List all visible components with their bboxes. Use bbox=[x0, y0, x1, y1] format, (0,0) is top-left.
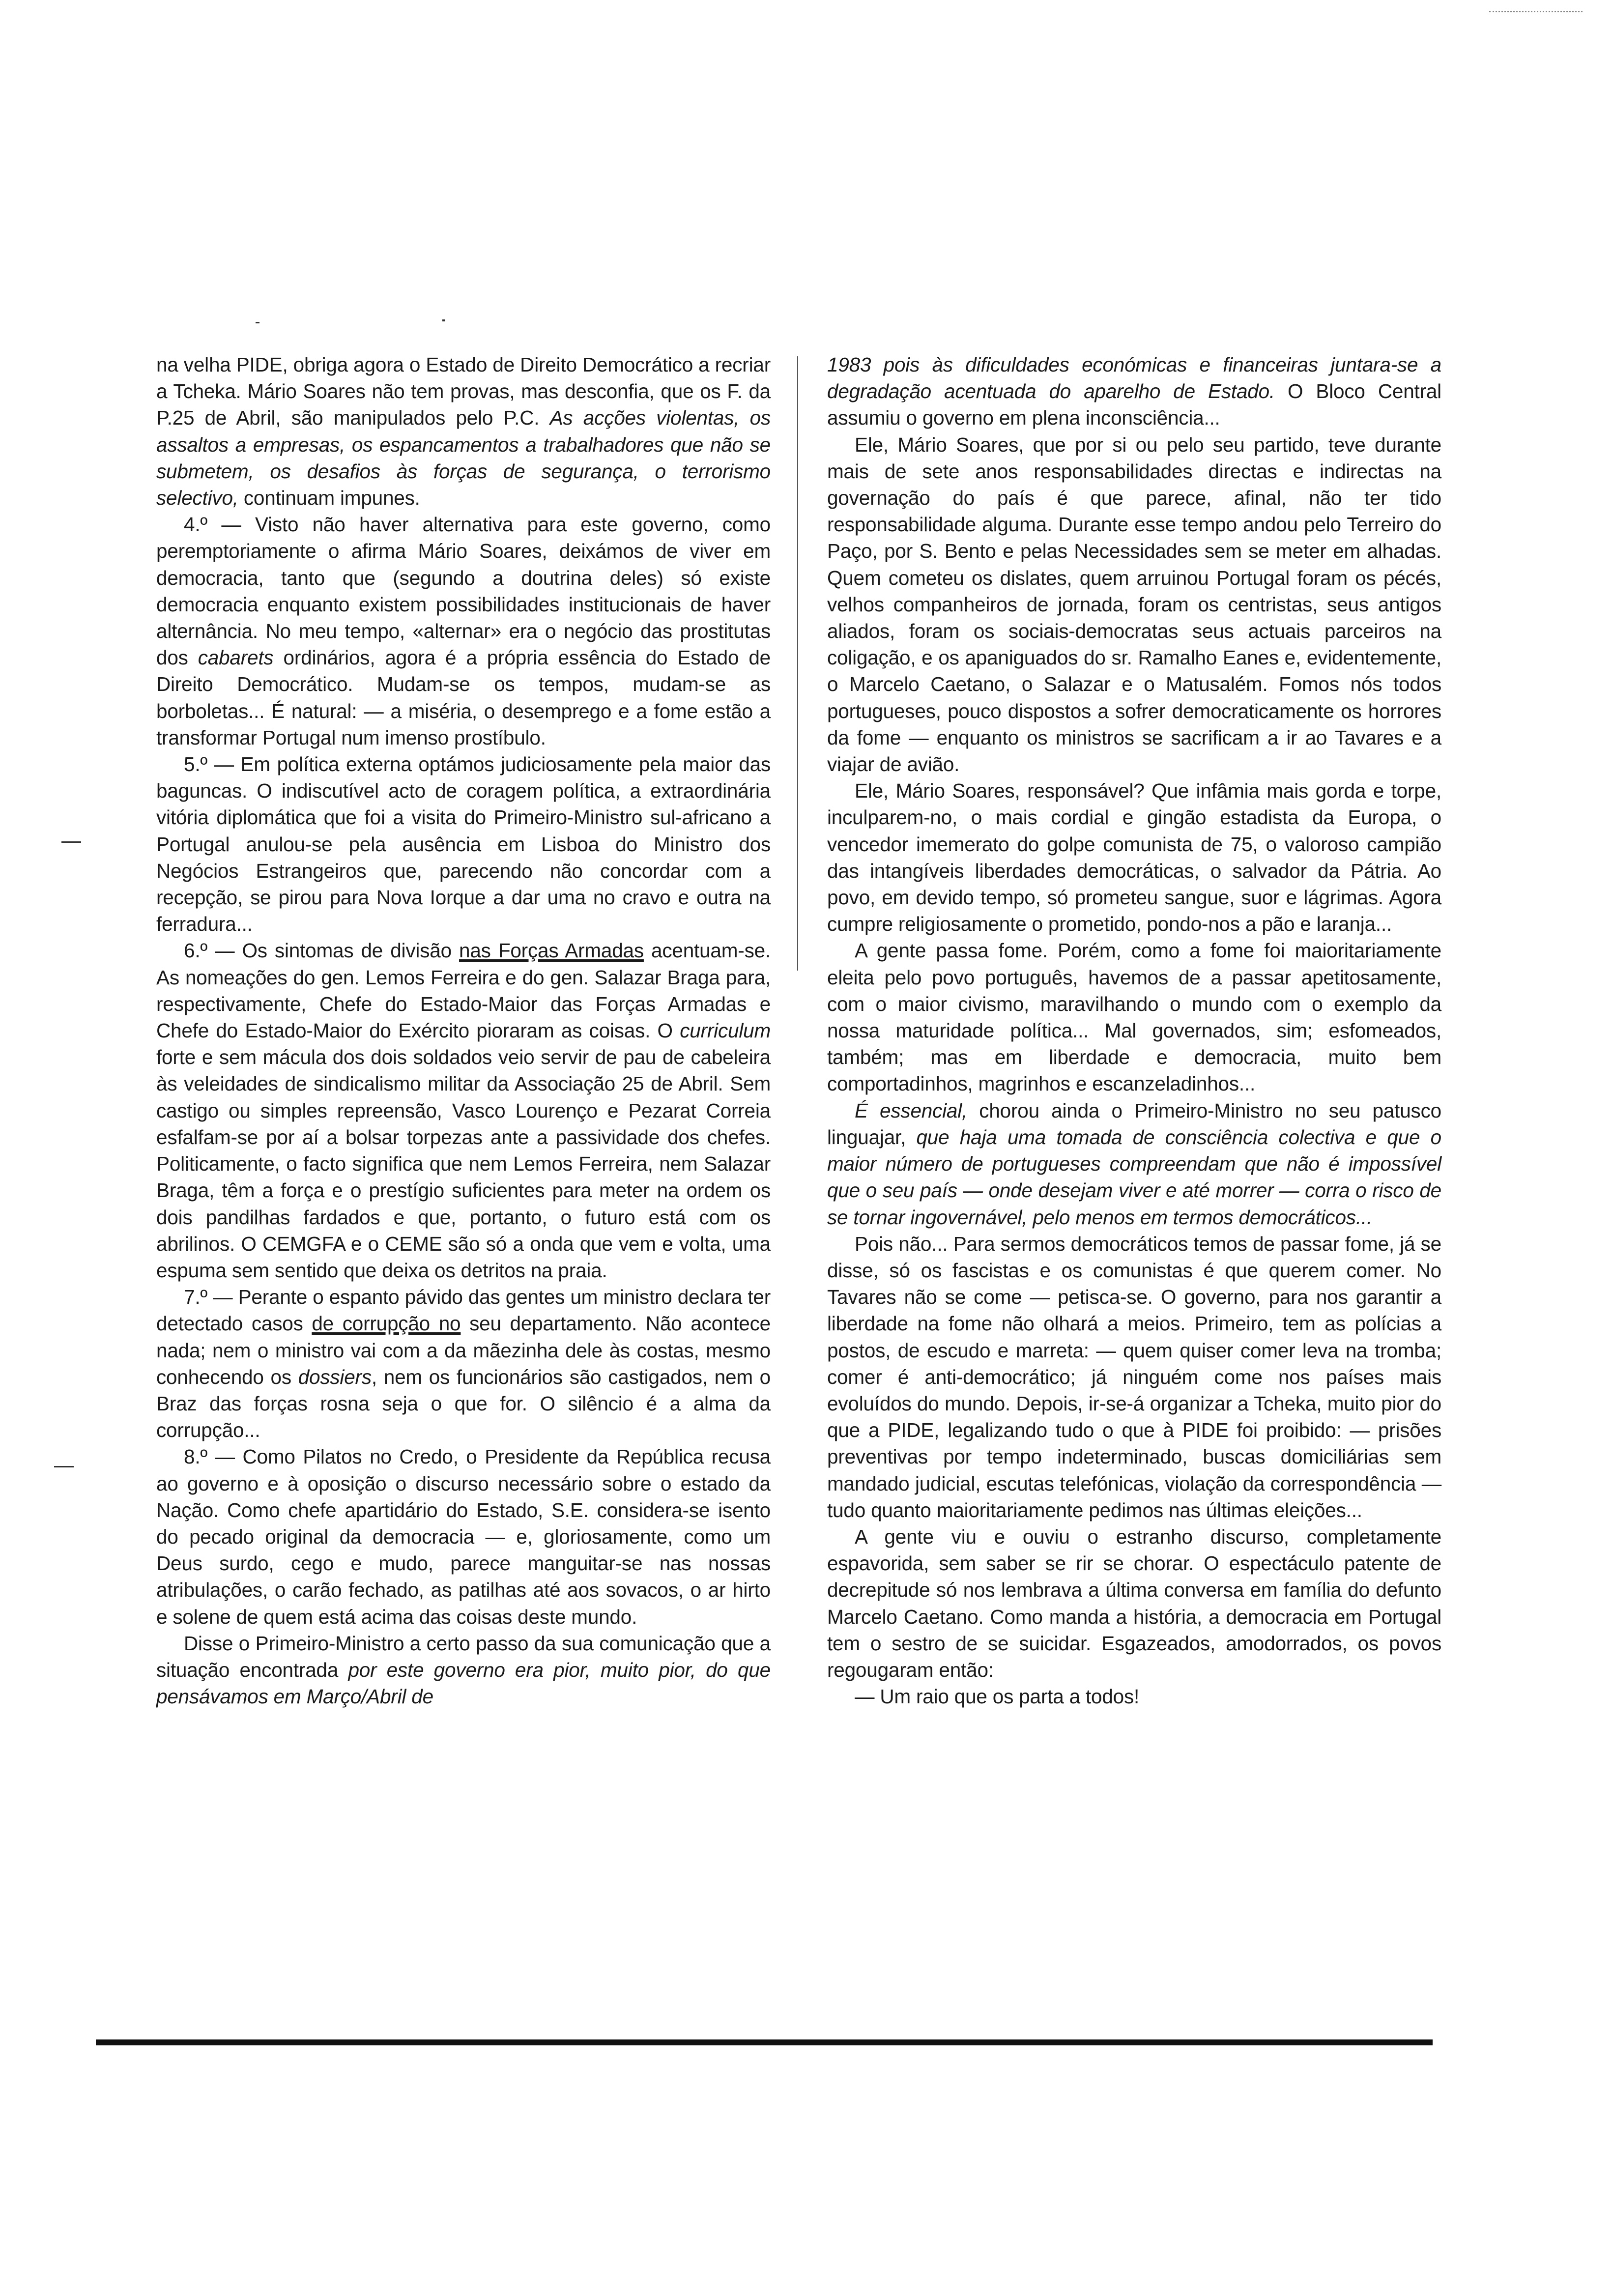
bottom-rule bbox=[96, 2039, 1433, 2045]
scan-speck bbox=[54, 1466, 74, 1467]
underlined-phrase: de corrupção no bbox=[312, 1312, 461, 1335]
paragraph: 5.º — Em política externa optámos judiciosamente pela maior das baguncas. O indiscutível acto de coragem política, a extraordinária vitória diplomática que foi a visita do Primeiro-Ministro sul-africano a Portugal anulou-se pela ausência em Lisboa do Ministro dos Negócios Estrangeiros que, parecendo não concordar com a recepção, se pirou para Nova Iorque a dar uma no cravo e outra na ferradura... bbox=[156, 753, 771, 936]
paragraph: na velha PIDE, obriga agora o Estado de Direito Democrático a recriar a Tcheka. Mário Soares não tem provas, mas desconfia, que os F. da P.25 de Abril, são manipulados pelo P.C. As acções violentas, os assaltos a empresas, os espancamentos a trabalhadores que não se submetem, os desafios às forças de segurança, o terrorismo selectivo, continuam impunes. bbox=[156, 353, 771, 510]
paragraph: — Um raio que os parta a todos! bbox=[855, 1685, 1140, 1708]
paragraph: 6.º — Os sintomas de divisão nas Forças Armadas acentuam-se. As nomeações do gen. Lemos Ferreira e do gen. Salazar Braga para, respectivamente, Chefe do Estado-Maior das Forças Armadas e Chefe do Estado-Maior do Exército pioraram as coisas. O curriculum forte e sem mácula dos dois soldados veio servir de pau de cabeleira às veleidades de sindicalismo militar da Associação 25 de Abril. Sem castigo ou simples repreensão, Vasco Lourenço e Pezarat Correia esfalfam-se por aí a bolsar torpezas ante a passividade dos chefes. Politicamente, o facto significa que nem Lemos Ferreira, nem Salazar Braga, têm a força e o prestígio suficientes para meter na ordem os dois pandilhas fardados e que, portanto, o futuro está com os abrilinos. O CEMGFA e o CEME são só a onda que vem e volta, uma espuma sem sentido que deixa os detritos na praia. bbox=[156, 939, 771, 1282]
paragraph: A gente viu e ouviu o estranho discurso, completamente espavorida, sem saber se rir se chorar. O espectáculo patente de decrepitude só nos lembrava a última conversa em família do defunto Marcelo Caetano. Como manda a história, a democracia em Portugal tem o sestro de se suicidar. Esgazeados, amodorrados, os povos regougaram então: bbox=[827, 1525, 1441, 1681]
paragraph: 4.º — Visto não haver alternativa para este governo, como peremptoriamente o afirma Mário Soares, deixámos de viver em democracia, tanto que (segundo a doutrina deles) só existe democracia enquanto existem possibilidades institucionais de haver alternância. No meu tempo, «alternar» era o negócio das prostitutas dos cabarets ordinários, agora é a própria essência do Estado de Direito Democrático. Mudam-se os tempos, mudam-se as borboletas... É natural: — a miséria, o desemprego e a fome estão a transformar Portugal num imenso prostíbulo. bbox=[156, 513, 771, 749]
column-divider bbox=[797, 356, 798, 971]
underlined-phrase: nas Forças Armadas bbox=[459, 939, 644, 962]
paragraph: Ele, Mário Soares, que por si ou pelo seu partido, teve durante mais de sete anos responsabilidades directas e indirectas na governação do país é que parece, afinal, não ter tido responsabilidade alguma. Durante esse tempo andou pelo Terreiro do Paço, por S. Bento e pelas Necessidades sem se meter em alhadas. Quem cometeu os dislates, quem arruinou Portugal foram os pécés, velhos companheiros de jornada, foram os centristas, seus antigos aliados, foram os sociais-democratas seus actuais parceiros na coligação, e os apaniguados do sr. Ramalho Eanes e, evidentemente, o Marcelo Caetano, o Salazar e o Matusalém. Fomos nós todos portugueses, pouco dispostos a sofrer democraticamente os horrores da fome — enquanto os ministros se sacrificam a ir ao Tavares e a viajar de avião. bbox=[827, 433, 1441, 776]
paragraph: 8.º — Como Pilatos no Credo, o Presidente da República recusa ao governo e à oposição o discurso necessário sobre o estado da Nação. Como chefe apartidário do Estado, S.E. considera-se isento do pecado original da democracia — e, gloriosamente, como um Deus surdo, cego e mudo, parece manguitar-se nas nossas atribulações, o carão fechado, as patilhas até aos sovacos, o ar hirto e solene de quem está acima das coisas deste mundo. bbox=[156, 1445, 771, 1628]
paragraph: 7.º — Perante o espanto pávido das gentes um ministro declara ter detectado casos de corrupção no seu departamento. Não acontece nada; nem o ministro vai com a da mãezinha dele às costas, mesmo conhecendo os dossiers, nem os funcionários são castigados, nem o Braz das forças rosna seja o que for. O silêncio é a alma da corrupção... bbox=[156, 1286, 771, 1442]
paragraph: Pois não... Para sermos democráticos temos de passar fome, já se disse, só os fascistas e os comunistas é que querem comer. No Tavares não se come — petisca-se. O governo, para nos garantir a liberdade na fome não olhará a meios. Primeiro, tem as polícias a postos, de escudo e marreta: — quem quiser comer leva na tromba; comer é anti-democrático; já ninguém come nos países mais evoluídos do mundo. Depois, ir-se-á organizar a Tcheka, muito pior do que a PIDE, legalizando tudo o que à PIDE foi proibido: — prisões preventivas por tempo indeterminado, buscas domiciliárias sem mandado judicial, escutas telefónicas, violação da correspondência — tudo quanto maioritariamente pedimos nas últimas eleições... bbox=[827, 1232, 1441, 1521]
article-left-column bbox=[156, 351, 771, 1710]
scan-speck bbox=[256, 322, 259, 323]
paragraph: Disse o Primeiro-Ministro a certo passo da sua comunicação que a situação encontrada por este governo era pior, muito pior, do que pensávamos em Março/Abril de bbox=[156, 1632, 771, 1708]
scan-speck bbox=[61, 841, 81, 843]
paragraph: É essencial, chorou ainda o Primeiro-Ministro no seu patusco linguajar, que haja uma tomada de consciência colectiva e que o maior número de portugueses compreendam que não é impossível que o seu país — onde desejam viver e até morrer — corra o risco de se tornar ingovernável, pelo menos em termos democráticos... bbox=[827, 1099, 1441, 1229]
article-right-column bbox=[827, 351, 1441, 1710]
paragraph: 1983 pois às dificuldades económicas e financeiras juntara-se a degradação acentuada do aparelho de Estado. O Bloco Central assumiu o governo em plena inconsciência... bbox=[827, 353, 1441, 430]
paragraph: Ele, Mário Soares, responsável? Que infâmia mais gorda e torpe, inculparem-no, o mais cordial e gingão estadista da Europa, o vencedor imemerato do golpe comunista de 75, o valoroso campião das intangíveis liberdades democráticas, o salvador da Pátria. Ao povo, em devido tempo, só prometeu sangue, suor e lágrimas. Agora cumpre religiosamente o prometido, pondo-nos a pão e laranja... bbox=[827, 779, 1441, 936]
scan-speck bbox=[442, 319, 445, 321]
paragraph: A gente passa fome. Porém, como a fome foi maioritariamente eleita pelo povo português, havemos de a passar apetitosamente, com o maior civismo, maravilhando o mundo com o exemplo da nossa maturidade política... Mal governados, sim; esfomeados, também; mas em liberdade e democracia, muito bem comportadinhos, magrinhos e escanzeladinhos... bbox=[827, 939, 1441, 1095]
scan-mark bbox=[1489, 11, 1583, 14]
